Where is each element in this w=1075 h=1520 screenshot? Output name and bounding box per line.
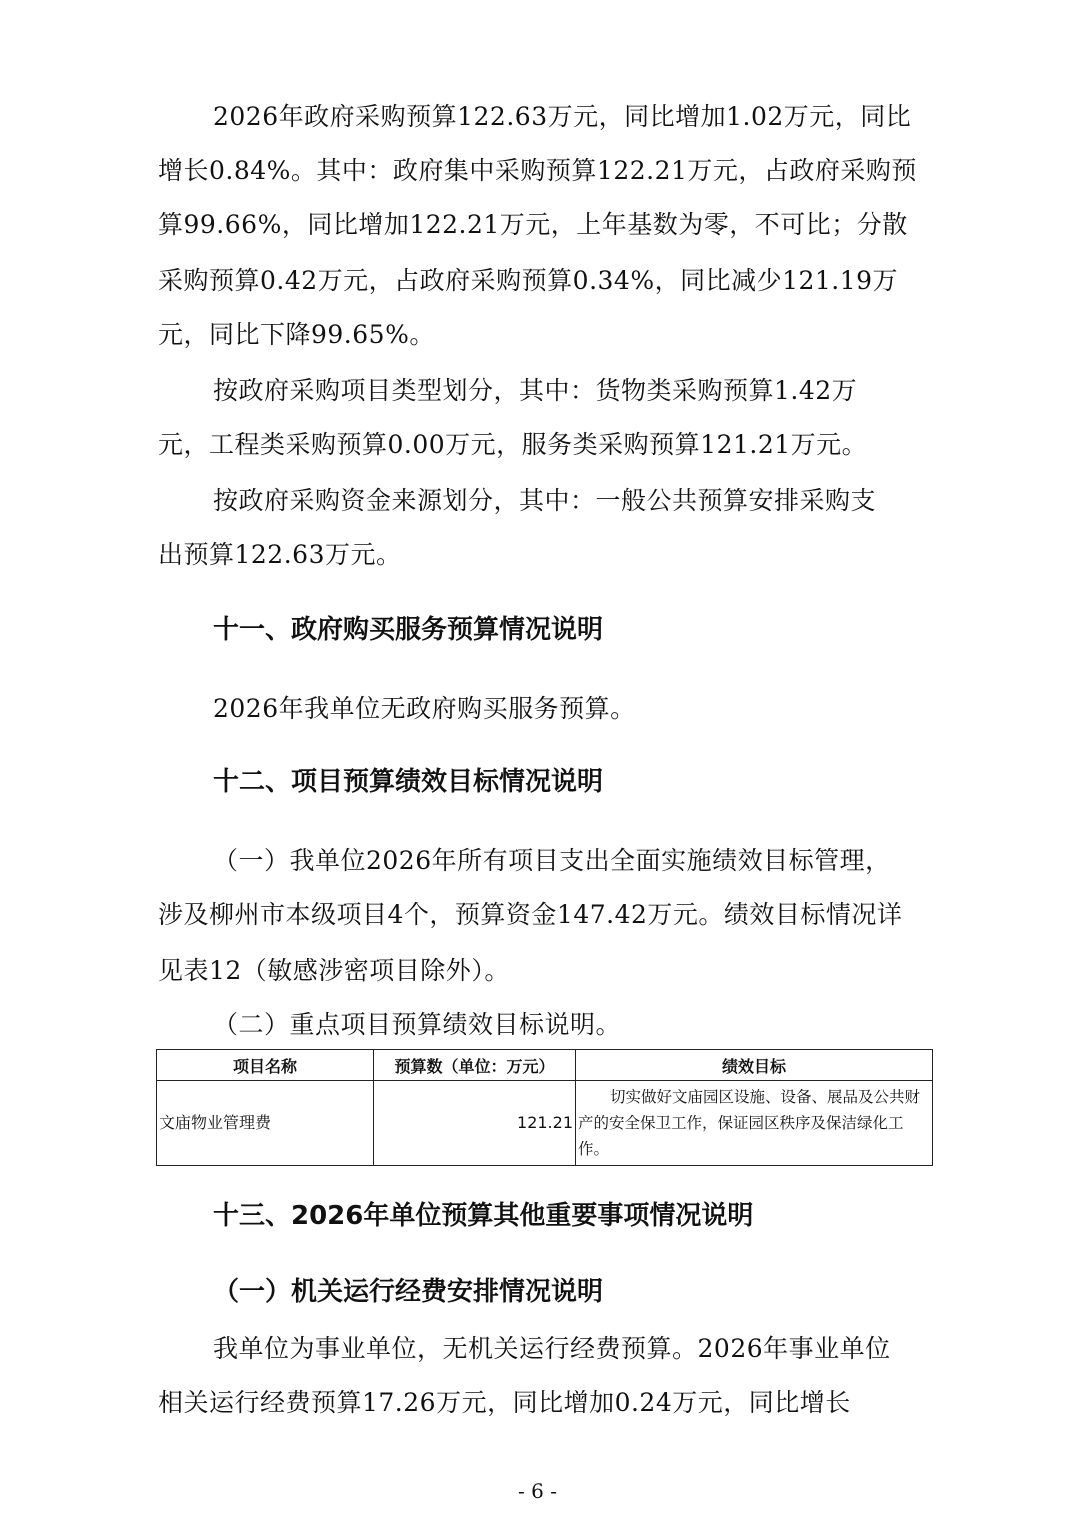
text-line: 相关运行经费预算17.26万元，同比增加0.24万元，同比增长: [158, 1388, 851, 1417]
subsection-heading: （一）机关运行经费安排情况说明: [213, 1277, 604, 1307]
section-heading-13: 十三、2026年单位预算其他重要事项情况说明: [213, 1201, 754, 1231]
cell-budget-amount: 121.21: [374, 1081, 576, 1166]
text-line: 元，工程类采购预算0.00万元，服务类采购预算121.21万元。: [158, 430, 868, 459]
text-line: 元，同比下降99.65%。: [158, 320, 435, 349]
text-line: 见表12（敏感涉密项目除外）。: [158, 956, 510, 985]
column-header-project-name: 项目名称: [157, 1050, 374, 1081]
cell-performance-target: 切实做好文庙园区设施、设备、展品及公共财产的安全保卫工作，保证园区秩序及保洁绿化工作。: [576, 1081, 933, 1166]
project-performance-table: [156, 1049, 933, 1166]
section-heading-12: 十二、项目预算绩效目标情况说明: [213, 767, 604, 797]
text-line: 涉及柳州市本级项目4个，预算资金147.42万元。绩效目标情况详: [158, 900, 903, 929]
text-line: 算99.66%，同比增加122.21万元，上年基数为零，不可比；分散: [158, 210, 908, 239]
section-heading-11: 十一、政府购买服务预算情况说明: [213, 615, 604, 645]
page-number: - 6 -: [518, 1479, 557, 1503]
text-line: 按政府采购项目类型划分，其中：货物类采购预算1.42万: [213, 376, 858, 405]
text-line: 按政府采购资金来源划分，其中：一般公共预算安排采购支: [213, 486, 877, 515]
text-line: 2026年政府采购预算122.63万元，同比增加1.02万元，同比: [213, 102, 912, 131]
column-header-performance-target: 绩效目标: [576, 1050, 933, 1081]
text-line: 采购预算0.42万元，占政府采购预算0.34%，同比减少121.19万: [158, 266, 899, 295]
text-line: 2026年我单位无政府购买服务预算。: [213, 694, 636, 723]
text-line: 我单位为事业单位，无机关运行经费预算。2026年事业单位: [213, 1334, 891, 1363]
cell-project-name: 文庙物业管理费: [157, 1081, 374, 1166]
text-line: （一）我单位2026年所有项目支出全面实施绩效目标管理，: [213, 846, 891, 875]
text-line: 出预算122.63万元。: [158, 540, 402, 569]
text-line: （二）重点项目预算绩效目标说明。: [213, 1010, 622, 1039]
column-header-budget: 预算数（单位：万元）: [374, 1050, 576, 1081]
text-line: 增长0.84%。其中：政府集中采购预算122.21万元，占政府采购预: [158, 156, 917, 185]
table-row: [157, 1081, 933, 1166]
table-header-row: [157, 1050, 933, 1081]
